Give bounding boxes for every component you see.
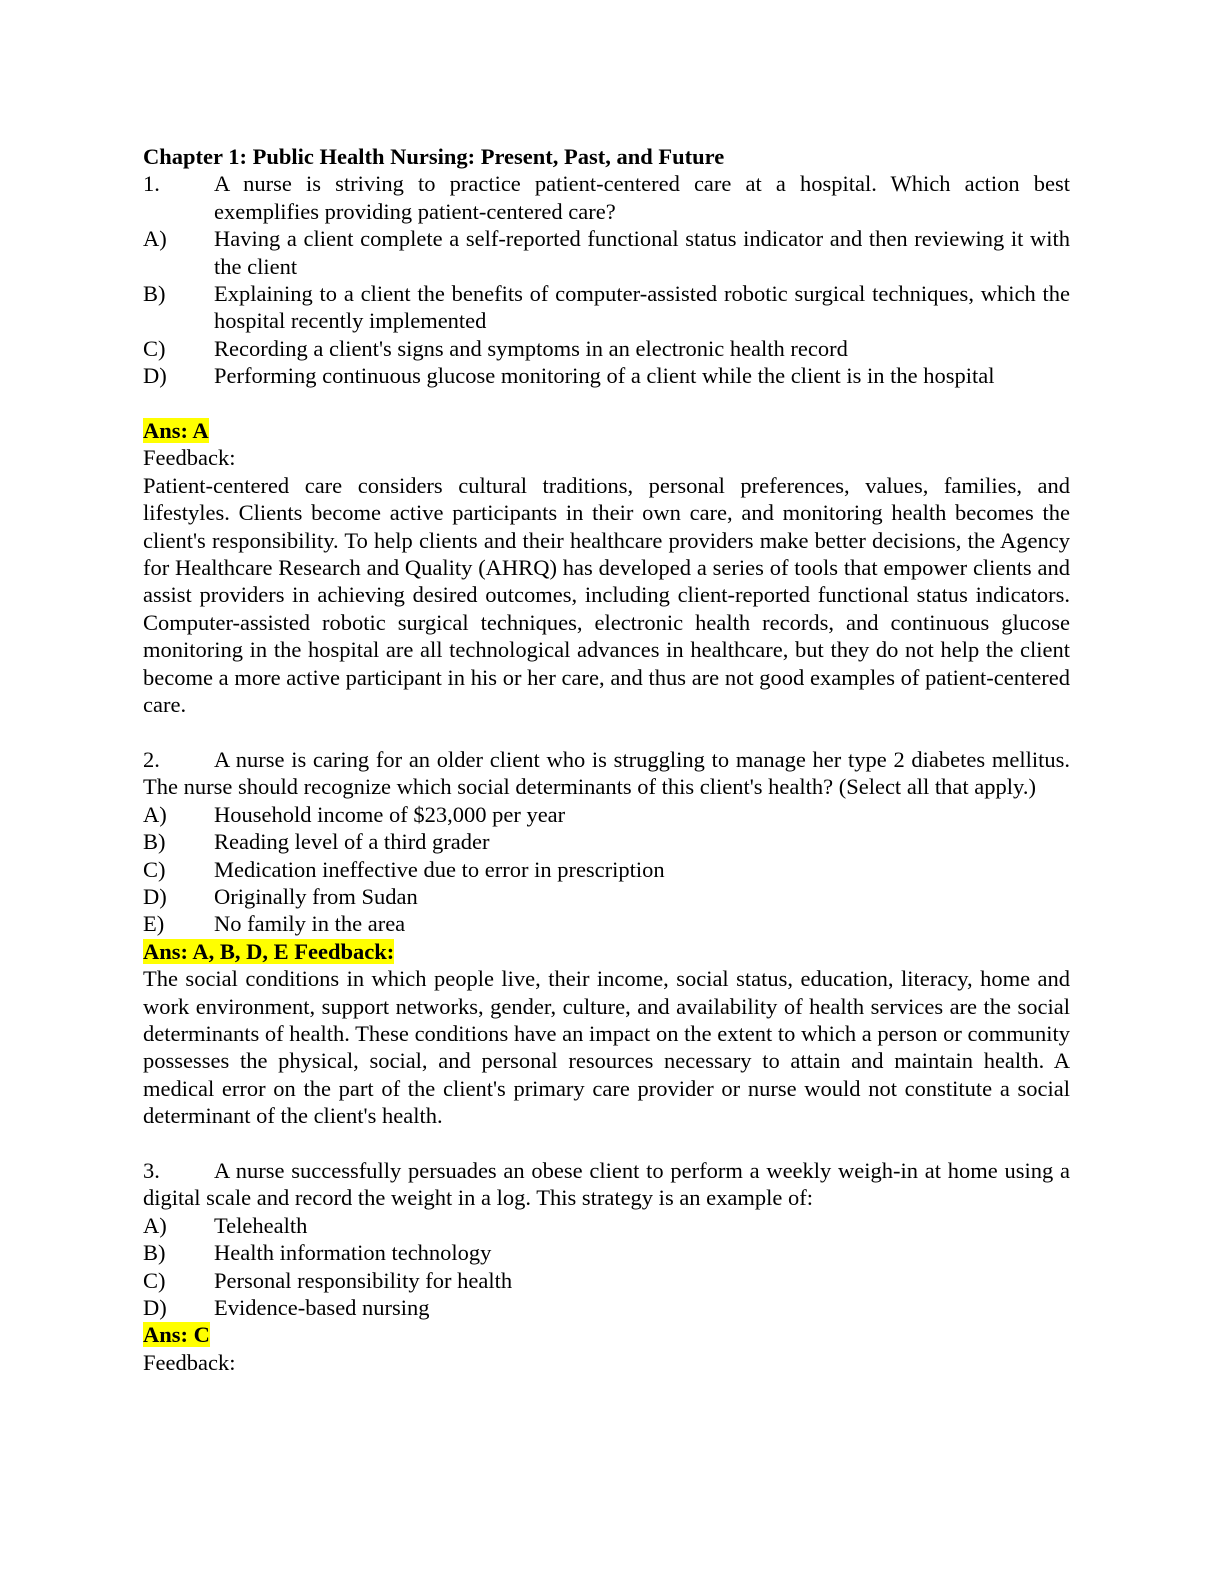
question-number: 2. — [143, 746, 160, 772]
question-number: 1. — [143, 171, 160, 197]
answer-option — [143, 335, 1070, 362]
option-text: Medication ineffective due to error in prescription — [214, 856, 665, 882]
question-stem — [143, 1157, 1070, 1212]
question-3 — [143, 1157, 1070, 1376]
feedback-text: The social conditions in which people live, their income, social status, education, literacy, home and work environment, support networks, gender, culture, and availability of health services are the social determinants of health. These conditions have an impact on the extent to which a person or community possesses the physical, social, and personal resources necessary to attain and maintain health. A medical error on the part of the client's primary care provider or nurse would not constitute a social determinant of the client's health. — [143, 966, 1070, 1129]
document-page — [143, 143, 1070, 1376]
option-text: Recording a client's signs and symptoms in an electronic health record — [214, 335, 848, 361]
option-label: C) — [143, 335, 166, 361]
option-label: A) — [143, 801, 167, 827]
option-text: Performing continuous glucose monitoring of a client while the client is in the hospital — [214, 363, 995, 389]
answer-key: Ans: C — [143, 1322, 210, 1348]
option-text: Evidence-based nursing — [214, 1295, 430, 1321]
option-label: C) — [143, 1267, 166, 1293]
answer-key: Ans: A — [143, 418, 209, 444]
option-text: Telehealth — [214, 1212, 308, 1238]
answer-option — [143, 856, 1070, 883]
question-stem — [143, 746, 1070, 801]
option-label: B) — [143, 281, 166, 307]
option-text: Household income of $23,000 per year — [214, 801, 566, 827]
answer-option — [143, 910, 1070, 937]
answer-key: Ans: A, B, D, E Feedback: — [143, 938, 395, 964]
question-stem — [143, 170, 1070, 225]
option-text: Reading level of a third grader — [214, 829, 490, 855]
option-text: Originally from Sudan — [214, 883, 418, 909]
option-text: Health information technology — [214, 1240, 492, 1266]
option-label: B) — [143, 1240, 166, 1266]
question-text: A nurse is striving to practice patient-centered care at a hospital. Which action best exemplifies providing patient-centered care? — [214, 171, 1070, 224]
spacer — [143, 390, 1070, 417]
answer-option — [143, 1294, 1070, 1321]
answer-line — [143, 1321, 1070, 1348]
question-2 — [143, 746, 1070, 1130]
answer-option — [143, 1212, 1070, 1239]
spacer — [143, 719, 1070, 746]
option-label: D) — [143, 1295, 167, 1321]
chapter-title: Chapter 1: Public Health Nursing: Present, Past, and Future — [143, 144, 725, 169]
spacer — [143, 1130, 1070, 1157]
question-text: A nurse is caring for an older client who is struggling to manage her type 2 diabetes mellitus. The nurse should recognize which social determinants of this client's health? (Select all that apply.) — [143, 746, 1070, 800]
answer-line — [143, 417, 1070, 444]
answer-option — [143, 801, 1070, 828]
option-label: C) — [143, 856, 166, 882]
answer-line — [143, 938, 1070, 965]
answer-option — [143, 362, 1070, 389]
option-text: Explaining to a client the benefits of computer-assisted robotic surgical techniques, which the hospital recently implemented — [214, 281, 1070, 334]
question-text: A nurse successfully persuades an obese client to perform a weekly weigh-in at home using a digital scale and record the weight in a log. This strategy is an example of: — [143, 1157, 1070, 1211]
answer-option — [143, 1267, 1070, 1294]
option-label: A) — [143, 1212, 167, 1238]
option-text: Having a client complete a self-reported functional status indicator and then reviewing it with the client — [214, 226, 1070, 279]
answer-option — [143, 883, 1070, 910]
question-1 — [143, 170, 1070, 718]
option-label: B) — [143, 829, 166, 855]
answer-option — [143, 828, 1070, 855]
option-label: A) — [143, 226, 167, 252]
option-label: D) — [143, 363, 167, 389]
question-number: 3. — [143, 1157, 160, 1183]
option-label: E) — [143, 911, 165, 937]
option-text: Personal responsibility for health — [214, 1267, 513, 1293]
option-text: No family in the area — [214, 911, 406, 937]
option-label: D) — [143, 883, 167, 909]
feedback-label: Feedback: — [143, 445, 236, 471]
answer-option — [143, 280, 1070, 335]
answer-option — [143, 225, 1070, 280]
answer-option — [143, 1239, 1070, 1266]
feedback-text: Patient-centered care considers cultural traditions, personal preferences, values, families, and lifestyles. Clients become active participants in their own care, and monitoring health becomes the client's responsibility. To help clients and their healthcare providers make better decisions, the Agency for Healthcare Research and Quality (AHRQ) has developed a series of tools that empower clients and assist providers in achieving desired outcomes, including client-reported functional status indicators. Computer-assisted robotic surgical techniques, electronic health records, and continuous glucose monitoring in the hospital are all technological advances in healthcare, but they do not help the client become a more active participant in his or her care, and thus are not good examples of patient-centered care. — [143, 472, 1070, 718]
feedback-label: Feedback: — [143, 1349, 236, 1375]
